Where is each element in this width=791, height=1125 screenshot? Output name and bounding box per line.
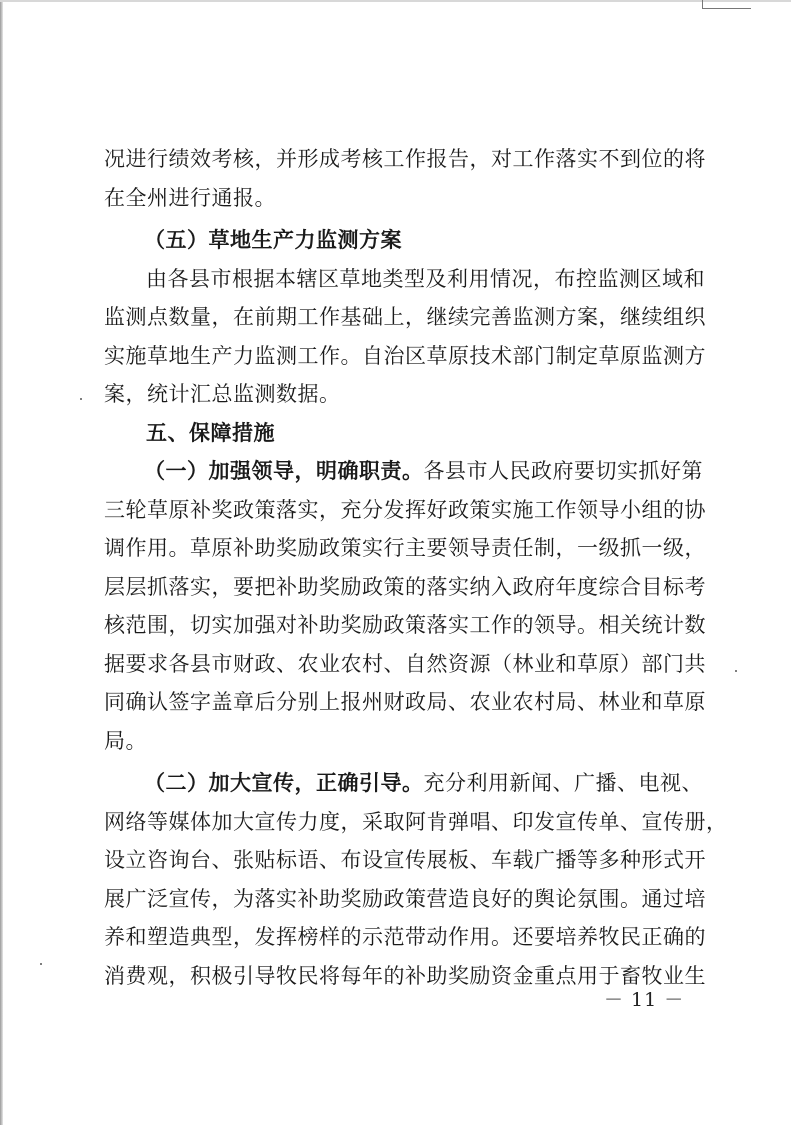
document-body xyxy=(104,140,728,995)
chapter-heading: 五、保障措施 xyxy=(146,419,275,445)
scan-speck xyxy=(40,963,42,965)
text-line: 据要求各县市财政、农业农村、自然资源（林业和草原）部门共 xyxy=(104,651,706,676)
scan-edge-left xyxy=(0,0,3,1125)
paragraph-lead: （一）加强领导，明确职责。 xyxy=(144,458,424,483)
text-line: 养和塑造典型，发挥榜样的示范带动作用。还要培养牧民正确的 xyxy=(104,925,706,949)
scan-edge-top xyxy=(0,0,791,2)
page-number: － 11 － xyxy=(604,989,685,1011)
text-line: 三轮草原补奖政策落实，充分发挥好政策实施工作领导小组的协 xyxy=(104,497,706,522)
text-line: 由各县市根据本辖区草地类型及利用情况，布控监测区域和 xyxy=(146,266,705,291)
text-line: 设立咨询台、张贴标语、布设宣传展板、车载广播等多种形式开 xyxy=(104,848,706,872)
text-line: 实施草地生产力监测工作。自治区草原技术部门制定草原监测方 xyxy=(104,343,706,368)
text-line: 监测点数量，在前期工作基础上，继续完善监测方案，继续组织 xyxy=(104,305,706,329)
text-line: （一）加强领导，明确职责。各县市人民政府要切实抓好第 xyxy=(144,458,703,483)
text-line: 核范围，切实加强对补助奖励政策落实工作的领导。相关统计数 xyxy=(104,613,706,637)
paragraph-lead: （二）加大宣传，正确引导。 xyxy=(144,770,424,795)
section-heading-5: （五）草地生产力监测方案 xyxy=(144,227,402,252)
scan-speck xyxy=(80,398,82,400)
text-line: 同确认签字盖章后分别上报州财政局、农业农村局、林业和草原 xyxy=(104,690,706,714)
text-line: （二）加大宣传，正确引导。充分利用新闻、广播、电视、 xyxy=(144,770,703,795)
text-line: 案，统计汇总监测数据。 xyxy=(104,382,341,406)
text-line: 局。 xyxy=(104,728,147,753)
text-line: 网络等媒体加大宣传力度，采取阿肯弹唱、印发宣传单、宣传册， xyxy=(104,809,728,834)
text-line: 消费观，积极引导牧民将每年的补助奖励资金重点用于畜牧业生 xyxy=(104,963,706,988)
text-line: 层层抓落实，要把补助奖励政策的落实纳入政府年度综合目标考 xyxy=(104,574,706,599)
text-line: 在全州进行通报。 xyxy=(104,185,276,210)
scan-speck xyxy=(735,670,737,672)
text-line: 展广泛宣传，为落实补助奖励政策营造良好的舆论氛围。通过培 xyxy=(104,886,706,911)
text-line: 况进行绩效考核，并形成考核工作报告，对工作落实不到位的将 xyxy=(104,147,706,171)
text-line: 调作用。草原补助奖励政策实行主要领导责任制，一级抓一级， xyxy=(104,536,706,560)
corner-mark xyxy=(702,0,751,9)
